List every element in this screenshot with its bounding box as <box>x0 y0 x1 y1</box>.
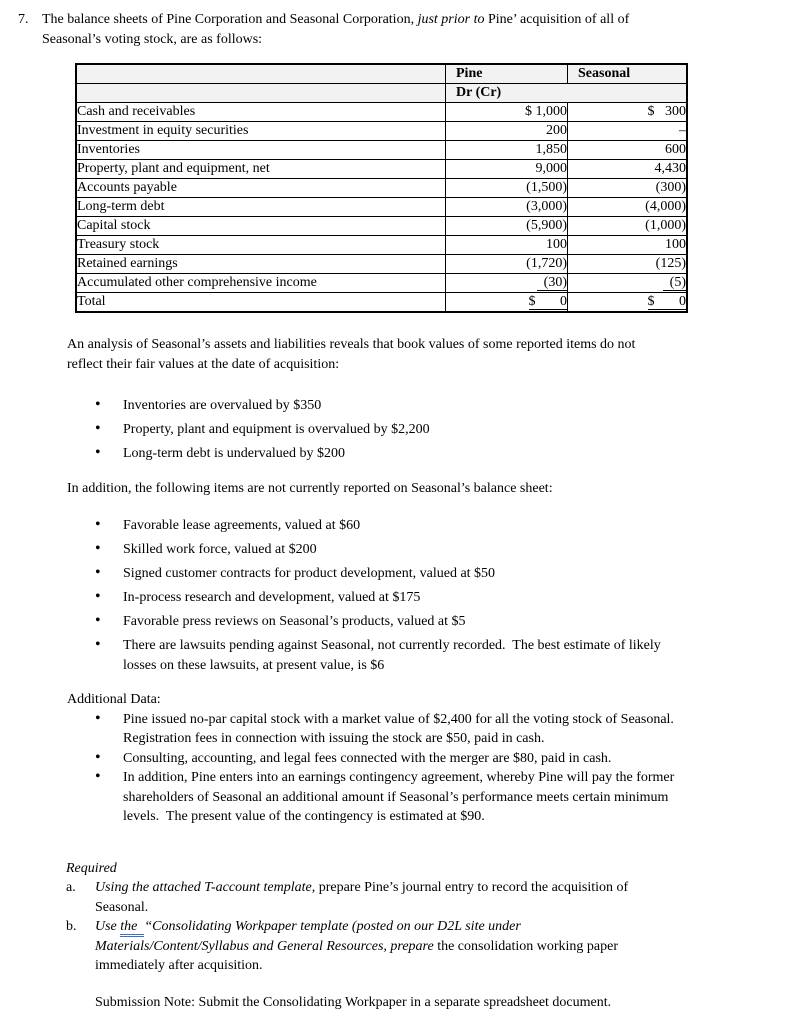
bullet-icon: • <box>95 709 101 727</box>
header-empty-cell <box>76 64 446 84</box>
pine-column-header: Pine <box>446 64 568 84</box>
seasonal-column-header: Seasonal <box>568 64 688 84</box>
table-header-row <box>76 64 687 84</box>
bullet-icon: • <box>95 636 101 653</box>
required-heading: Required <box>66 860 117 876</box>
unreported-paragraph: In addition, the following items are not currently reported on Seasonal’s balance sheet: <box>67 480 553 496</box>
double-underlined-total: $ 0 <box>529 294 568 312</box>
bullet-icon: • <box>95 516 101 533</box>
table-row: Inventories 1,850 600 <box>76 141 687 160</box>
fair-value-list <box>93 396 796 464</box>
intro-line-1: The balance sheets of Pine Corporation and Seasonal Corporation, just prior to Pine’ acquisition of all of <box>42 12 630 27</box>
underlined-value: (30) <box>536 275 567 290</box>
unreported-list <box>93 516 796 675</box>
table-row: Cash and receivables $ 1,000 $ 300 <box>76 103 687 122</box>
list-item: • Consulting, accounting, and legal fees connected with the merger are $80, paid in cash. <box>95 748 612 766</box>
table-row: Retained earnings (1,720) (125) <box>76 255 687 274</box>
list-item: • Pine issued no-par capital stock with a market value of $2,400 for all the voting stock of Seasonal. Registration fees in connection with issuing the stock are $50, paid in cash. <box>95 709 674 746</box>
list-item: • Property, plant and equipment is overvalued by $2,200 <box>95 420 430 437</box>
bullet-icon: • <box>95 540 101 557</box>
list-item: • In-process research and development, valued at $175 <box>95 588 421 605</box>
underlined-value: (5) <box>662 275 686 290</box>
required-item-b: b. Use the “Consolidating Workpaper template (posted on our D2L site under Materials/Content/Syllabus and General Resources, prepare the consolidation working paper immediately after acquisition. <box>66 917 756 976</box>
additional-data-heading: Additional Data: <box>67 692 161 707</box>
table-subheader-row <box>76 84 687 103</box>
analysis-paragraph: An analysis of Seasonal’s assets and liabilities reveals that book values of some reported items do not reflect their fair values at the date of acquisition: <box>67 337 636 372</box>
problem-number: 7. <box>18 12 29 27</box>
list-item: • Signed customer contracts for product development, valued at $50 <box>95 564 496 581</box>
bullet-icon: • <box>95 768 101 785</box>
double-underlined-total: $ 0 <box>648 294 687 312</box>
bullet-icon: • <box>95 612 101 629</box>
list-item: • In addition, Pine enters into an earnings contingency agreement, whereby Pine will pay the former shareholders of Seasonal an additional amount if Seasonal’s performance meets certain minimum levels. The present value of the contingency is estimated at $90. <box>95 768 675 824</box>
required-item-a: a. Using the attached T-account template, prepare Pine’s journal entry to record the acquisition of Seasonal. <box>66 878 756 917</box>
bullet-icon: • <box>95 420 101 437</box>
balance-sheet-table <box>75 63 688 313</box>
list-item: • Inventories are overvalued by $350 <box>95 396 322 413</box>
table-row: Treasury stock 100 100 <box>76 236 687 255</box>
item-marker: b. <box>66 919 77 934</box>
table-row: Investment in equity securities 200 – <box>76 122 687 141</box>
item-marker: a. <box>66 880 76 895</box>
subheader-empty-cell <box>76 84 446 103</box>
submission-note: Submission Note: Submit the Consolidating Workpaper in a separate spreadsheet document. <box>95 994 612 1010</box>
list-item: • Skilled work force, valued at $200 <box>95 540 317 557</box>
bullet-icon: • <box>95 444 101 461</box>
table-row-aoci: Accumulated other comprehensive income (30) (5) <box>76 274 687 293</box>
table-row: Capital stock (5,900) (1,000) <box>76 217 687 236</box>
bullet-icon: • <box>95 396 101 413</box>
list-item: • Long-term debt is undervalued by $200 <box>95 444 346 461</box>
table-row: Accounts payable (1,500) (300) <box>76 179 687 198</box>
list-item: • There are lawsuits pending against Seasonal, not currently recorded. The best estimate of likely losses on these lawsuits, at present value, is $6 <box>95 636 661 673</box>
table-row-total: Total $ 0 $ 0 <box>76 293 687 313</box>
additional-data-list <box>93 710 796 827</box>
problem-intro <box>18 0 756 49</box>
bullet-icon: • <box>95 588 101 605</box>
list-item: • Favorable press reviews on Seasonal’s products, valued at $5 <box>95 612 466 629</box>
grammar-underline: the <box>120 919 144 937</box>
table-row: Long-term debt (3,000) (4,000) <box>76 198 687 217</box>
drcr-subheader: Dr (Cr) <box>446 84 688 103</box>
list-item: • Favorable lease agreements, valued at $60 <box>95 516 361 533</box>
intro-paragraph <box>42 10 629 49</box>
intro-line-2: Seasonal’s voting stock, are as follows: <box>42 31 263 47</box>
bullet-icon: • <box>95 748 101 766</box>
table-row: Property, plant and equipment, net 9,000 4,430 <box>76 160 687 179</box>
bullet-icon: • <box>95 564 101 581</box>
